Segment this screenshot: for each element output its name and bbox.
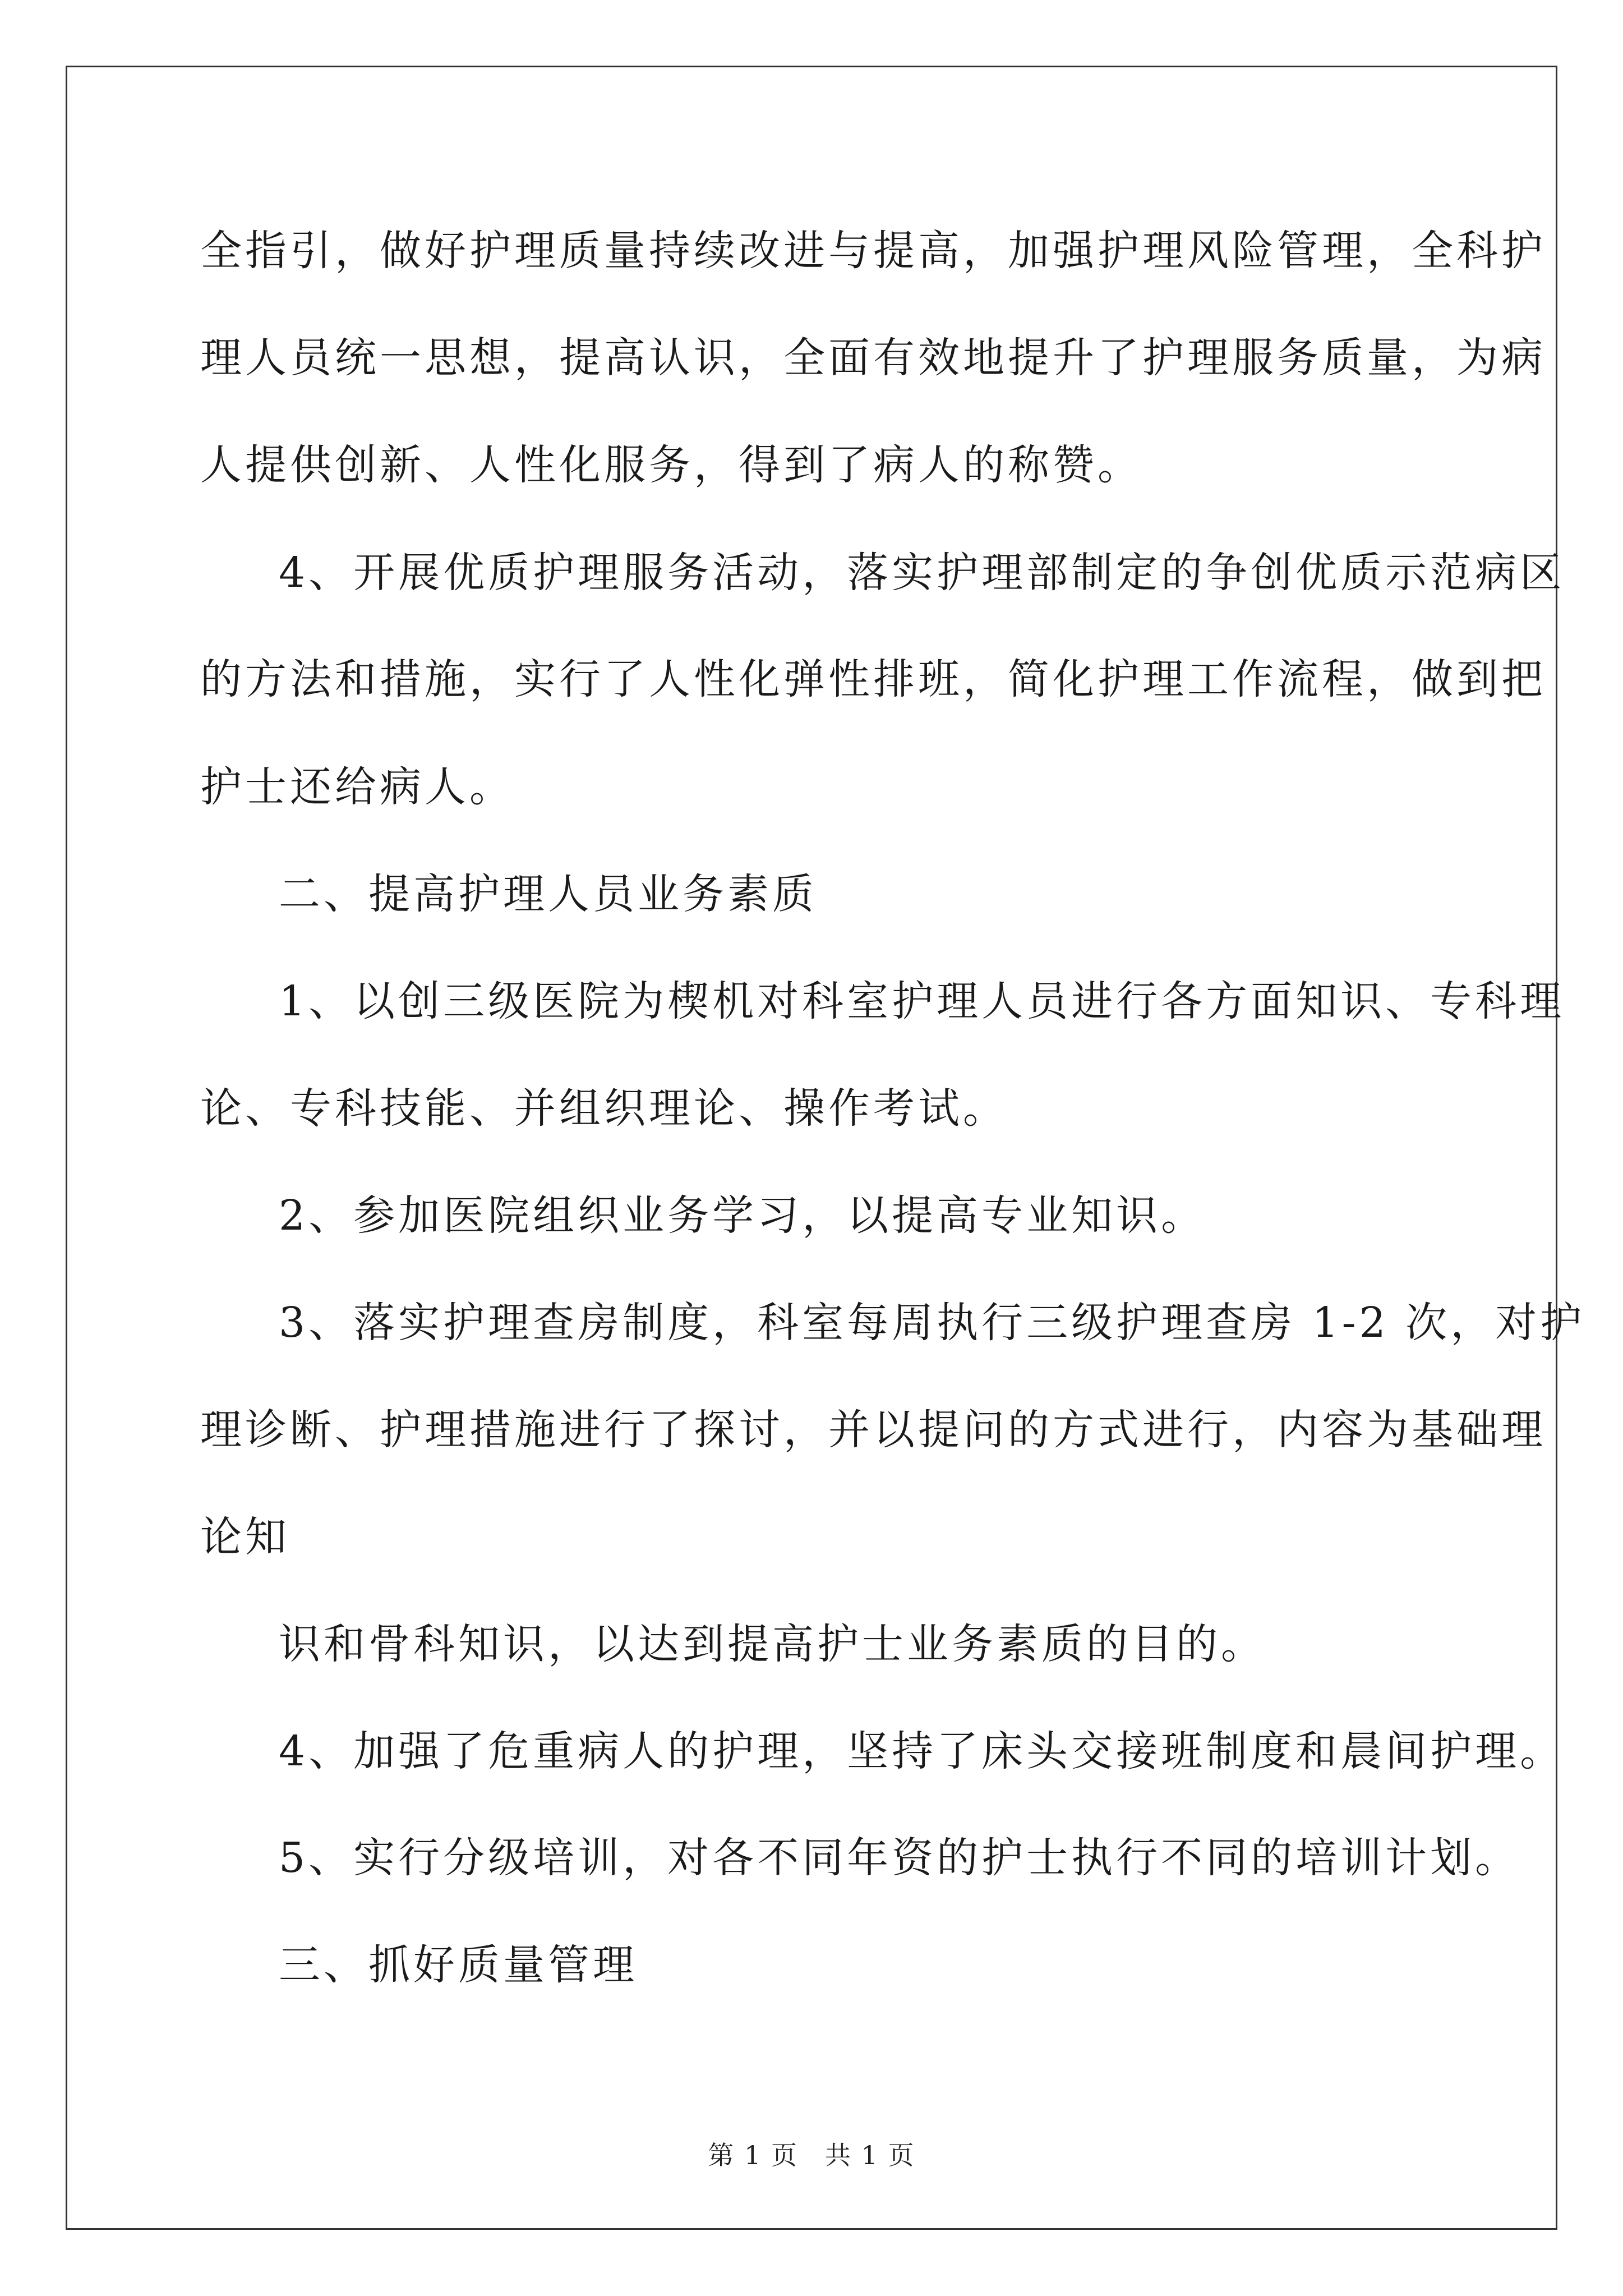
body-text-line: 论知	[200, 1513, 290, 1561]
body-text-line: 2、参加医院组织业务学习，以提高专业知识。	[279, 1191, 1206, 1240]
body-text-line: 理人员统一思想，提高认识，全面有效地提升了护理服务质量，为病	[200, 334, 1546, 382]
body-text-line: 1、以创三级医院为楔机对科室护理人员进行各方面知识、专科理	[279, 977, 1565, 1025]
body-text-line: 论、专科技能、并组织理论、操作考试。	[200, 1084, 1008, 1133]
page-number-footer: 第 1 页 共 1 页	[708, 2140, 915, 2170]
page-border	[66, 66, 1557, 2230]
body-text-line: 3、落实护理查房制度，科室每周执行三级护理查房 1-2 次，对护	[279, 1299, 1585, 1347]
body-text-line: 理诊断、护理措施进行了探讨，并以提问的方式进行，内容为基础理	[200, 1406, 1546, 1454]
section-heading: 二、提高护理人员业务素质	[279, 870, 817, 918]
body-text-line: 4、开展优质护理服务活动，落实护理部制定的争创优质示范病区	[279, 549, 1565, 597]
section-heading: 三、抓好质量管理	[279, 1941, 638, 1989]
body-text-line: 识和骨科知识，以达到提高护士业务素质的目的。	[279, 1620, 1266, 1668]
body-text-line: 的方法和措施，实行了人性化弹性排班，简化护理工作流程，做到把	[200, 655, 1546, 703]
body-text-line: 4、加强了危重病人的护理，坚持了床头交接班制度和晨间护理。	[279, 1727, 1565, 1775]
body-text-line: 人提供创新、人性化服务，得到了病人的称赞。	[200, 441, 1142, 489]
body-text-line: 5、实行分级培训，对各不同年资的护士执行不同的培训计划。	[279, 1834, 1520, 1882]
body-text-line: 全指引，做好护理质量持续改进与提高，加强护理风险管理，全科护	[200, 227, 1546, 275]
body-text-line: 护士还给病人。	[200, 763, 514, 811]
